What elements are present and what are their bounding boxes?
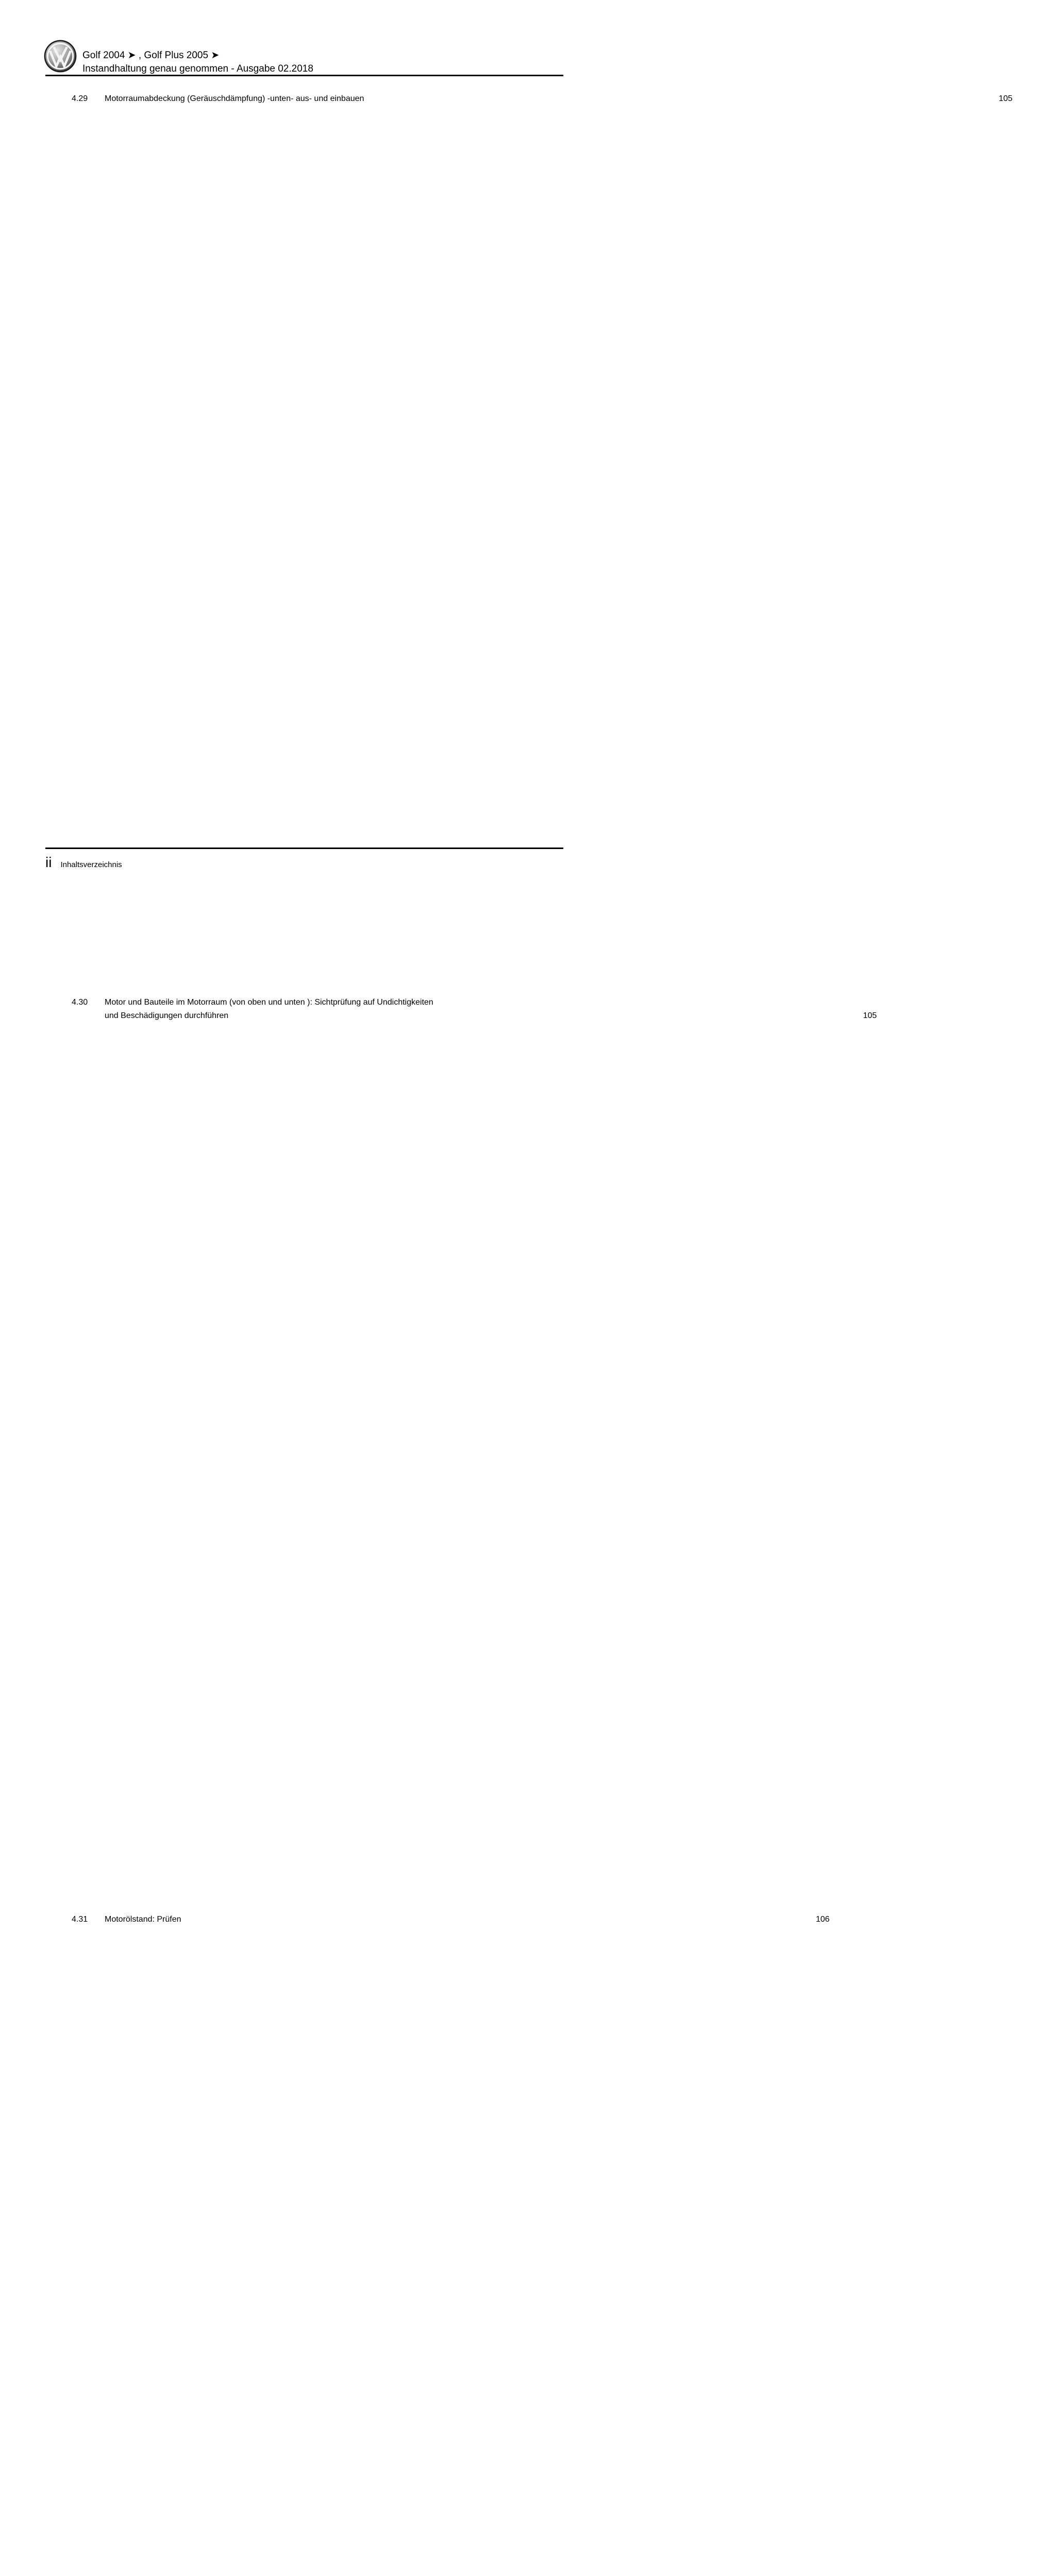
page-header: [82, 49, 313, 76]
header-edition-line: Instandhaltung genau genommen - Ausgabe 02.2018: [82, 62, 313, 76]
toc-page-number: 105: [373, 92, 1012, 996]
table-of-contents: [72, 92, 563, 2576]
footer-section-label: Inhaltsverzeichnis: [60, 860, 122, 869]
toc-entry-title: Motor und Bauteile im Motorraum (von oben und unten ): Sichtprüfung auf Undichtigkeiten: [105, 996, 433, 1009]
vw-logo: [44, 40, 77, 73]
toc-entry: [72, 996, 563, 1913]
footer-page-number: ii: [45, 854, 52, 871]
toc-entry-title: und Beschädigungen durchführen: [105, 1009, 228, 1023]
toc-section-number: 4.29: [72, 92, 105, 106]
header-rule: [45, 75, 563, 76]
toc-section-number: 4.31: [72, 1913, 105, 1926]
toc-page-number: 105: [238, 1009, 877, 1913]
toc-entry-title: Motorölstand: Prüfen: [105, 1913, 181, 1926]
footer-rule: [45, 848, 563, 849]
page-footer: [45, 854, 122, 871]
toc-line: [72, 996, 563, 1009]
toc-entry: [72, 92, 563, 996]
toc-line: [72, 92, 563, 996]
toc-page-number: 106: [191, 1913, 830, 2576]
toc-line: [72, 1913, 563, 2576]
header-model-line: Golf 2004 ➤ , Golf Plus 2005 ➤: [82, 49, 313, 62]
toc-entry-title: Motorraumabdeckung (Geräuschdämpfung) -unten- aus- und einbauen: [105, 92, 364, 106]
toc-line: [72, 1009, 563, 1913]
document-page: [0, 0, 639, 904]
toc-section-number: 4.30: [72, 996, 105, 1009]
toc-entry: [72, 1913, 563, 2576]
